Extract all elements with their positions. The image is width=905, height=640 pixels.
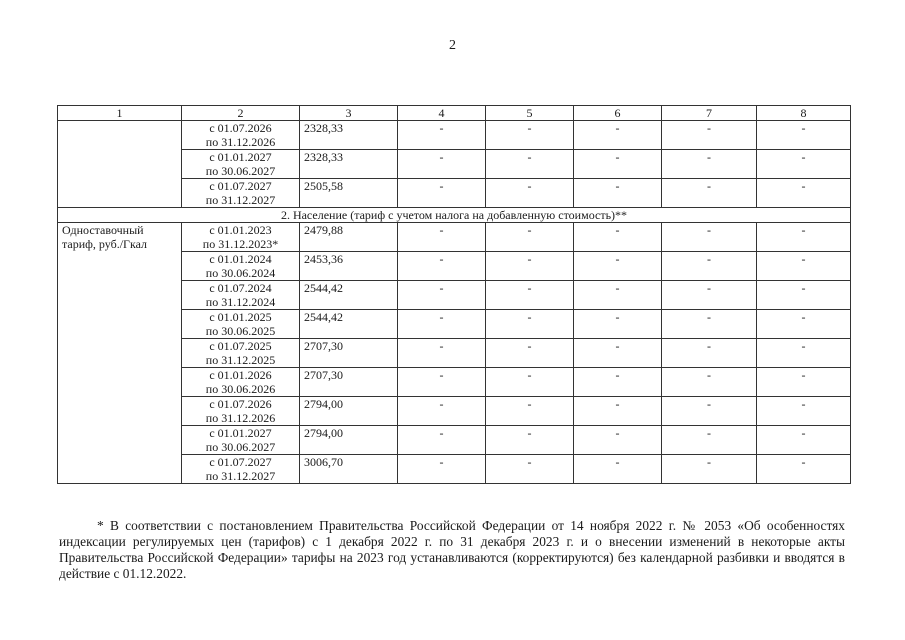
- empty-value-cell: -: [574, 455, 662, 484]
- empty-value-cell: -: [757, 281, 851, 310]
- empty-value-cell: -: [486, 339, 574, 368]
- empty-value-cell: -: [662, 121, 757, 150]
- empty-value-cell: -: [398, 426, 486, 455]
- period-to: по 30.06.2027: [205, 440, 276, 454]
- empty-value-cell: -: [574, 252, 662, 281]
- empty-value-cell: -: [757, 179, 851, 208]
- empty-value-cell: -: [757, 310, 851, 339]
- empty-value-cell: -: [574, 150, 662, 179]
- empty-value-cell: -: [398, 397, 486, 426]
- period-cell: [182, 397, 300, 426]
- tariff-value: 3006,70: [300, 455, 398, 484]
- period-cell: [182, 179, 300, 208]
- period-to: по 30.06.2024: [205, 266, 276, 280]
- empty-value-cell: -: [574, 310, 662, 339]
- empty-value-cell: -: [662, 150, 757, 179]
- period-cell: [182, 368, 300, 397]
- column-header: 6: [574, 106, 662, 121]
- table-row: [58, 223, 851, 252]
- period-from: с 01.07.2027: [209, 179, 272, 193]
- empty-value-cell: -: [757, 339, 851, 368]
- empty-value-cell: -: [662, 179, 757, 208]
- footnote: * В соответствии с постановлением Правительства Российской Федерации от 14 ноября 2022 г. № 2053 «Об особенностях индексации регулируемых цен (тарифов) с 1 декабря 2022 г. по 31 декабря 2023 г. и о внесении изменений в некоторые акты Правительства Российской Федерации» тарифы на 2023 год устанавливаются (корректируются) без календарной разбивки и вводятся в действие с 01.12.2022.: [59, 518, 845, 581]
- period-to: по 31.12.2027: [205, 193, 276, 207]
- column-header: 2: [182, 106, 300, 121]
- period-from: с 01.01.2023: [209, 223, 272, 237]
- table-row: [58, 121, 851, 150]
- empty-value-cell: -: [757, 397, 851, 426]
- empty-value-cell: -: [398, 179, 486, 208]
- section-row: [58, 208, 851, 223]
- empty-value-cell: -: [574, 179, 662, 208]
- tariff-value: 2453,36: [300, 252, 398, 281]
- period-to: по 31.12.2027: [205, 469, 276, 483]
- empty-value-cell: -: [398, 150, 486, 179]
- empty-value-cell: -: [662, 426, 757, 455]
- section-title: 2. Население (тариф с учетом налога на добавленную стоимость)**: [58, 208, 851, 223]
- empty-value-cell: -: [757, 426, 851, 455]
- empty-value-cell: -: [574, 339, 662, 368]
- period-cell: [182, 310, 300, 339]
- period-cell: [182, 339, 300, 368]
- category-cell-empty: [58, 121, 182, 208]
- period-to: по 30.06.2027: [205, 164, 276, 178]
- period-cell: [182, 281, 300, 310]
- tariff-value: 2707,30: [300, 368, 398, 397]
- period-from: с 01.07.2026: [209, 397, 272, 411]
- empty-value-cell: -: [398, 281, 486, 310]
- empty-value-cell: -: [486, 281, 574, 310]
- column-header: 4: [398, 106, 486, 121]
- empty-value-cell: -: [398, 455, 486, 484]
- empty-value-cell: -: [486, 223, 574, 252]
- period-to: по 31.12.2026: [205, 411, 276, 425]
- empty-value-cell: -: [662, 339, 757, 368]
- empty-value-cell: -: [486, 368, 574, 397]
- empty-value-cell: -: [486, 179, 574, 208]
- period-cell: [182, 252, 300, 281]
- period-cell: [182, 121, 300, 150]
- empty-value-cell: -: [574, 426, 662, 455]
- tariff-value: 2544,42: [300, 310, 398, 339]
- tariff-value: 2328,33: [300, 121, 398, 150]
- empty-value-cell: -: [398, 121, 486, 150]
- empty-value-cell: -: [757, 121, 851, 150]
- tariff-value: 2794,00: [300, 426, 398, 455]
- empty-value-cell: -: [486, 397, 574, 426]
- period-to: по 31.12.2026: [205, 135, 276, 149]
- period-cell: [182, 426, 300, 455]
- period-from: с 01.07.2024: [209, 281, 272, 295]
- empty-value-cell: -: [486, 426, 574, 455]
- empty-value-cell: -: [486, 252, 574, 281]
- period-from: с 01.07.2026: [209, 121, 272, 135]
- period-from: с 01.01.2026: [209, 368, 272, 382]
- empty-value-cell: -: [398, 339, 486, 368]
- empty-value-cell: -: [662, 397, 757, 426]
- page-number: 2: [449, 38, 456, 53]
- empty-value-cell: -: [486, 455, 574, 484]
- tariff-table-body: [58, 106, 851, 484]
- period-to: по 30.06.2025: [205, 324, 276, 338]
- period-to: по 31.12.2025: [205, 353, 276, 367]
- empty-value-cell: -: [486, 121, 574, 150]
- empty-value-cell: -: [757, 368, 851, 397]
- column-header: 7: [662, 106, 757, 121]
- empty-value-cell: -: [662, 455, 757, 484]
- empty-value-cell: -: [662, 223, 757, 252]
- empty-value-cell: -: [757, 455, 851, 484]
- empty-value-cell: -: [486, 150, 574, 179]
- empty-value-cell: -: [398, 368, 486, 397]
- category-label: Одноставочный тариф, руб./Гкал: [58, 223, 182, 484]
- column-header: 5: [486, 106, 574, 121]
- tariff-value: 2505,58: [300, 179, 398, 208]
- tariff-value: 2794,00: [300, 397, 398, 426]
- period-cell: [182, 455, 300, 484]
- period-to: по 31.12.2024: [205, 295, 276, 309]
- tariff-value: 2328,33: [300, 150, 398, 179]
- period-from: с 01.07.2027: [209, 455, 272, 469]
- period-cell: [182, 150, 300, 179]
- empty-value-cell: -: [662, 281, 757, 310]
- tariff-value: 2479,88: [300, 223, 398, 252]
- column-header: 8: [757, 106, 851, 121]
- column-header-row: [58, 106, 851, 121]
- period-to: по 31.12.2023*: [202, 237, 279, 251]
- tariff-value: 2544,42: [300, 281, 398, 310]
- empty-value-cell: -: [757, 223, 851, 252]
- empty-value-cell: -: [662, 310, 757, 339]
- period-from: с 01.01.2025: [209, 310, 272, 324]
- empty-value-cell: -: [662, 368, 757, 397]
- period-cell: [182, 223, 300, 252]
- empty-value-cell: -: [398, 223, 486, 252]
- period-to: по 30.06.2026: [205, 382, 276, 396]
- period-from: с 01.01.2027: [209, 426, 272, 440]
- tariff-table: [57, 105, 851, 484]
- empty-value-cell: -: [398, 252, 486, 281]
- period-from: с 01.01.2027: [209, 150, 272, 164]
- column-header: 1: [58, 106, 182, 121]
- column-header: 3: [300, 106, 398, 121]
- empty-value-cell: -: [574, 121, 662, 150]
- empty-value-cell: -: [757, 150, 851, 179]
- empty-value-cell: -: [574, 281, 662, 310]
- empty-value-cell: -: [574, 223, 662, 252]
- empty-value-cell: -: [398, 310, 486, 339]
- empty-value-cell: -: [486, 310, 574, 339]
- empty-value-cell: -: [574, 368, 662, 397]
- empty-value-cell: -: [757, 252, 851, 281]
- tariff-value: 2707,30: [300, 339, 398, 368]
- period-from: с 01.01.2024: [209, 252, 272, 266]
- empty-value-cell: -: [574, 397, 662, 426]
- empty-value-cell: -: [662, 252, 757, 281]
- period-from: с 01.07.2025: [209, 339, 272, 353]
